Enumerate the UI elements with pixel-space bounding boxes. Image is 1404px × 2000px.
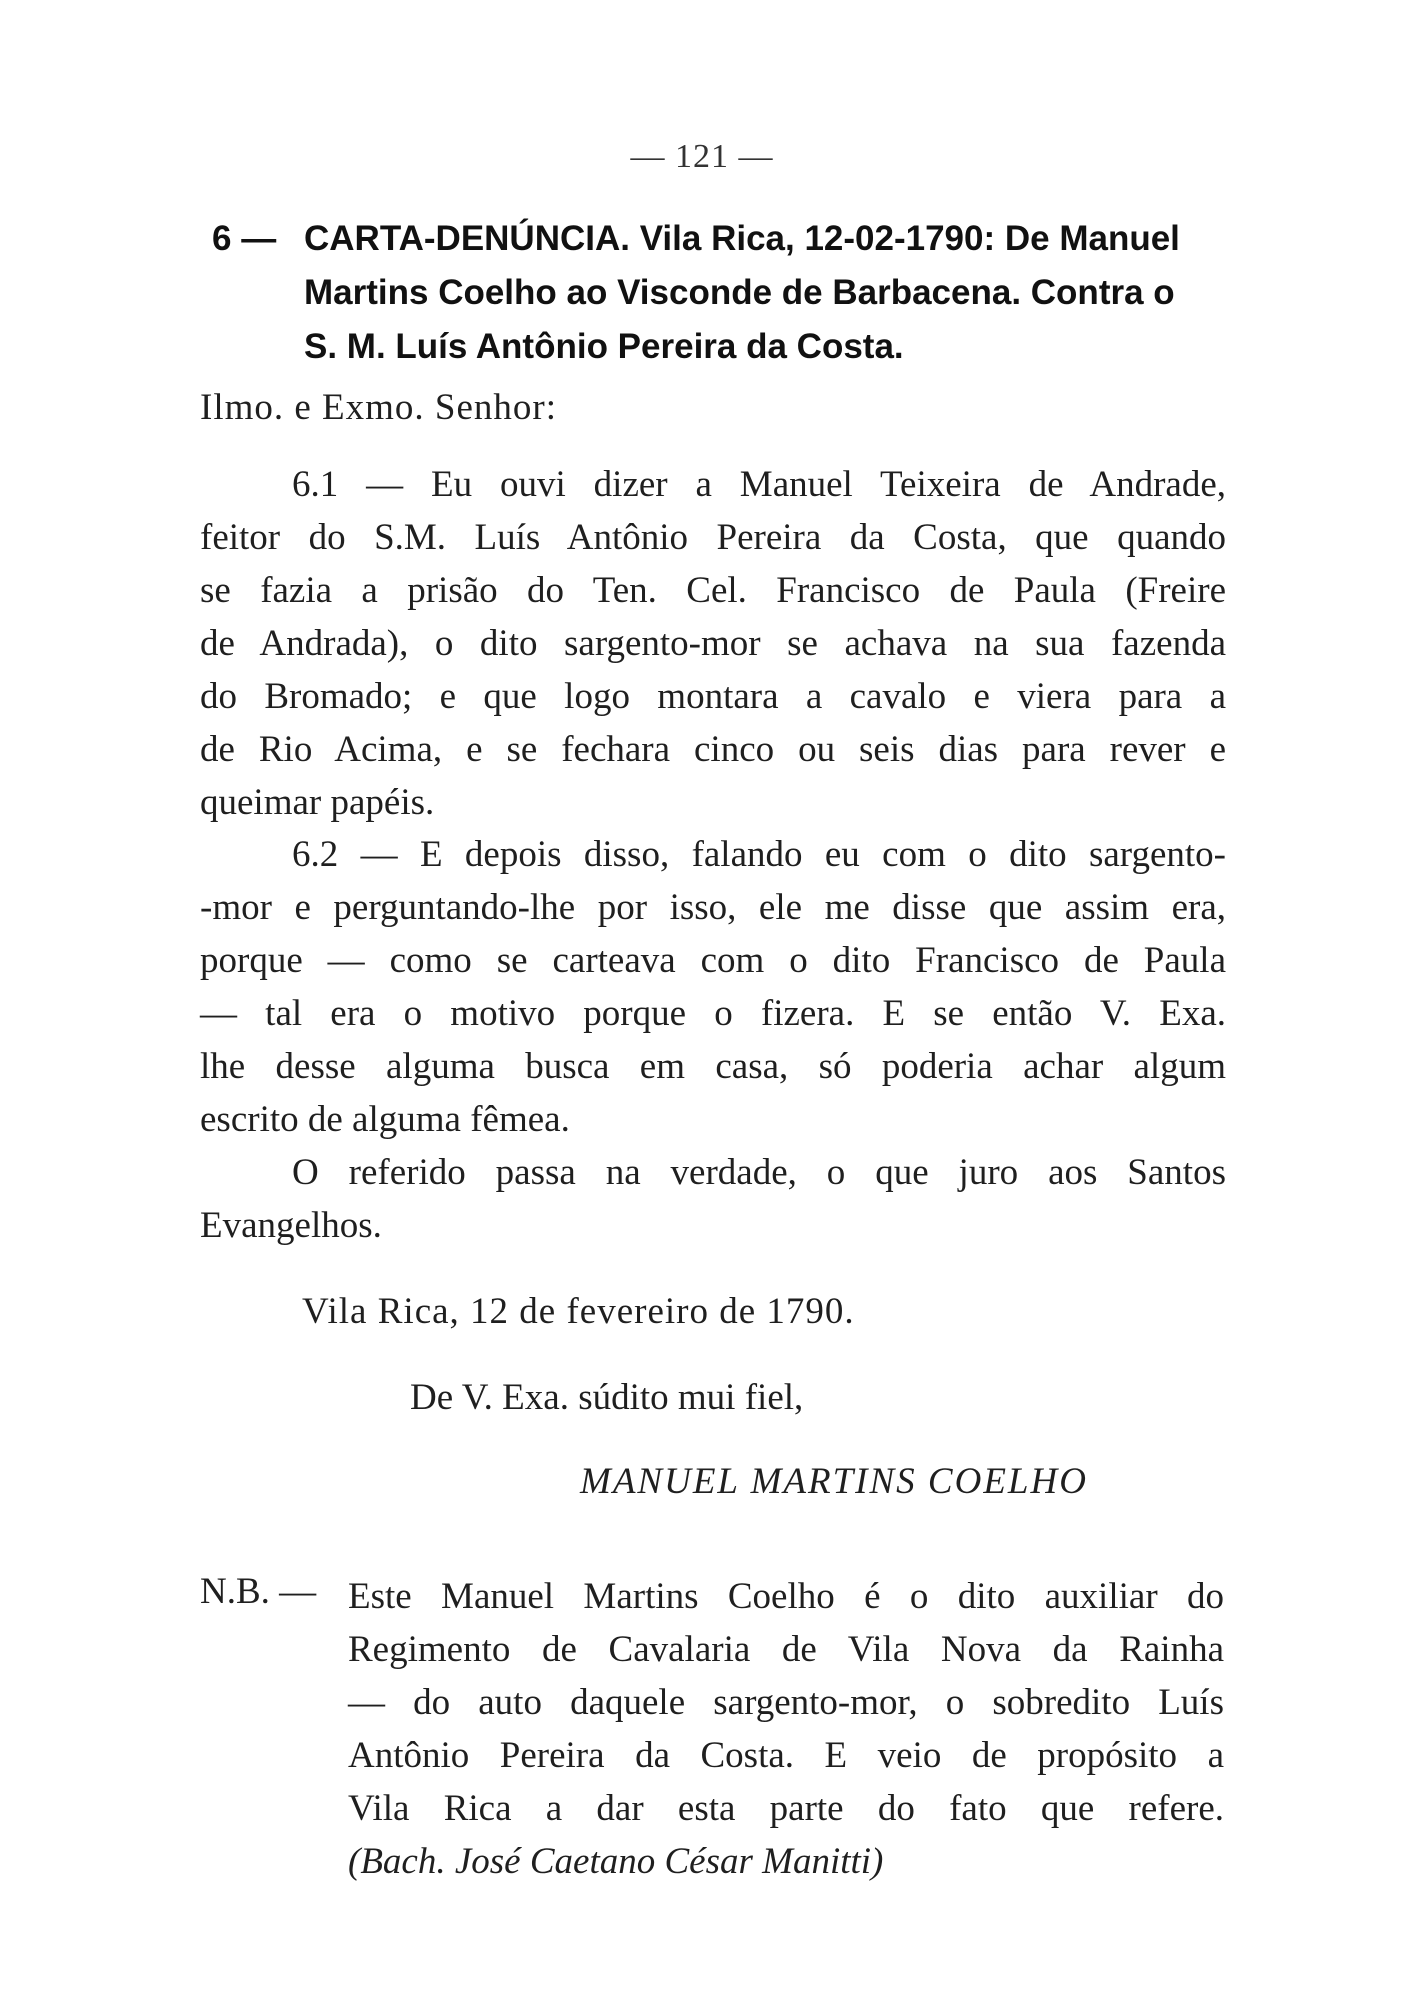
paragraph-oath bbox=[200, 1146, 1226, 1252]
document-heading bbox=[212, 212, 1252, 374]
paragraph-line: de Rio Acima, e se fechara cinco ou seis dias para rever e bbox=[200, 729, 1226, 770]
note-body bbox=[348, 1570, 1224, 1888]
paragraph-line: de Andrada), o dito sargento-mor se achava na sua fazenda bbox=[200, 623, 1226, 664]
place-date: Vila Rica, 12 de fevereiro de 1790. bbox=[302, 1291, 855, 1332]
paragraph-line: queimar papéis. bbox=[200, 782, 435, 823]
paragraph-6-2 bbox=[200, 828, 1226, 1146]
signature: MANUEL MARTINS COELHO bbox=[580, 1461, 1088, 1502]
valediction: De V. Exa. súdito mui fiel, bbox=[410, 1377, 804, 1418]
paragraph-line: O referido passa na verdade, o que juro aos Santos bbox=[292, 1152, 1226, 1193]
paragraph-6-1 bbox=[200, 458, 1226, 829]
paragraph-line: — tal era o motivo porque o fizera. E se então V. Exa. bbox=[200, 993, 1226, 1034]
note-line: Regimento de Cavalaria de Vila Nova da Rainha bbox=[348, 1629, 1224, 1670]
paragraph-line: 6.2 — E depois disso, falando eu com o dito sargento- bbox=[292, 834, 1226, 875]
note-line: Este Manuel Martins Coelho é o dito auxiliar do bbox=[348, 1576, 1224, 1617]
paragraph-line: -mor e perguntando-lhe por isso, ele me disse que assim era, bbox=[200, 887, 1226, 928]
paragraph-line: do Bromado; e que logo montara a cavalo e viera para a bbox=[200, 676, 1226, 717]
salutation: Ilmo. e Exmo. Senhor: bbox=[200, 387, 558, 428]
paragraph-line: porque — como se carteava com o dito Francisco de Paula bbox=[200, 940, 1226, 981]
heading-line-1 bbox=[212, 212, 1252, 266]
paragraph-line: 6.1 — Eu ouvi dizer a Manuel Teixeira de Andrade, bbox=[292, 464, 1226, 505]
paragraph-line: Evangelhos. bbox=[200, 1205, 382, 1246]
note-label: N.B. — bbox=[200, 1571, 317, 1612]
heading-line-2: Martins Coelho ao Visconde de Barbacena. Contra o bbox=[304, 273, 1175, 312]
note-line: Vila Rica a dar esta parte do fato que refere. bbox=[348, 1788, 1224, 1829]
paragraph-line: se fazia a prisão do Ten. Cel. Francisco de Paula (Freire bbox=[200, 570, 1226, 611]
note-line: — do auto daquele sargento-mor, o sobredito Luís bbox=[348, 1682, 1224, 1723]
note-line: Antônio Pereira da Costa. E veio de propósito a bbox=[348, 1735, 1224, 1776]
paragraph-line: lhe desse alguma busca em casa, só poderia achar algum bbox=[200, 1046, 1226, 1087]
paragraph-line: escrito de alguma fêmea. bbox=[200, 1099, 570, 1140]
heading-line-3: S. M. Luís Antônio Pereira da Costa. bbox=[304, 327, 904, 366]
paragraph-line: feitor do S.M. Luís Antônio Pereira da Costa, que quando bbox=[200, 517, 1226, 558]
page-number: — 121 — bbox=[630, 138, 774, 175]
note-attribution: (Bach. José Caetano César Manitti) bbox=[348, 1841, 884, 1882]
heading-number: 6 — bbox=[212, 219, 277, 258]
heading-title: CARTA-DENÚNCIA. Vila Rica, 12-02-1790: De Manuel bbox=[304, 219, 1180, 258]
